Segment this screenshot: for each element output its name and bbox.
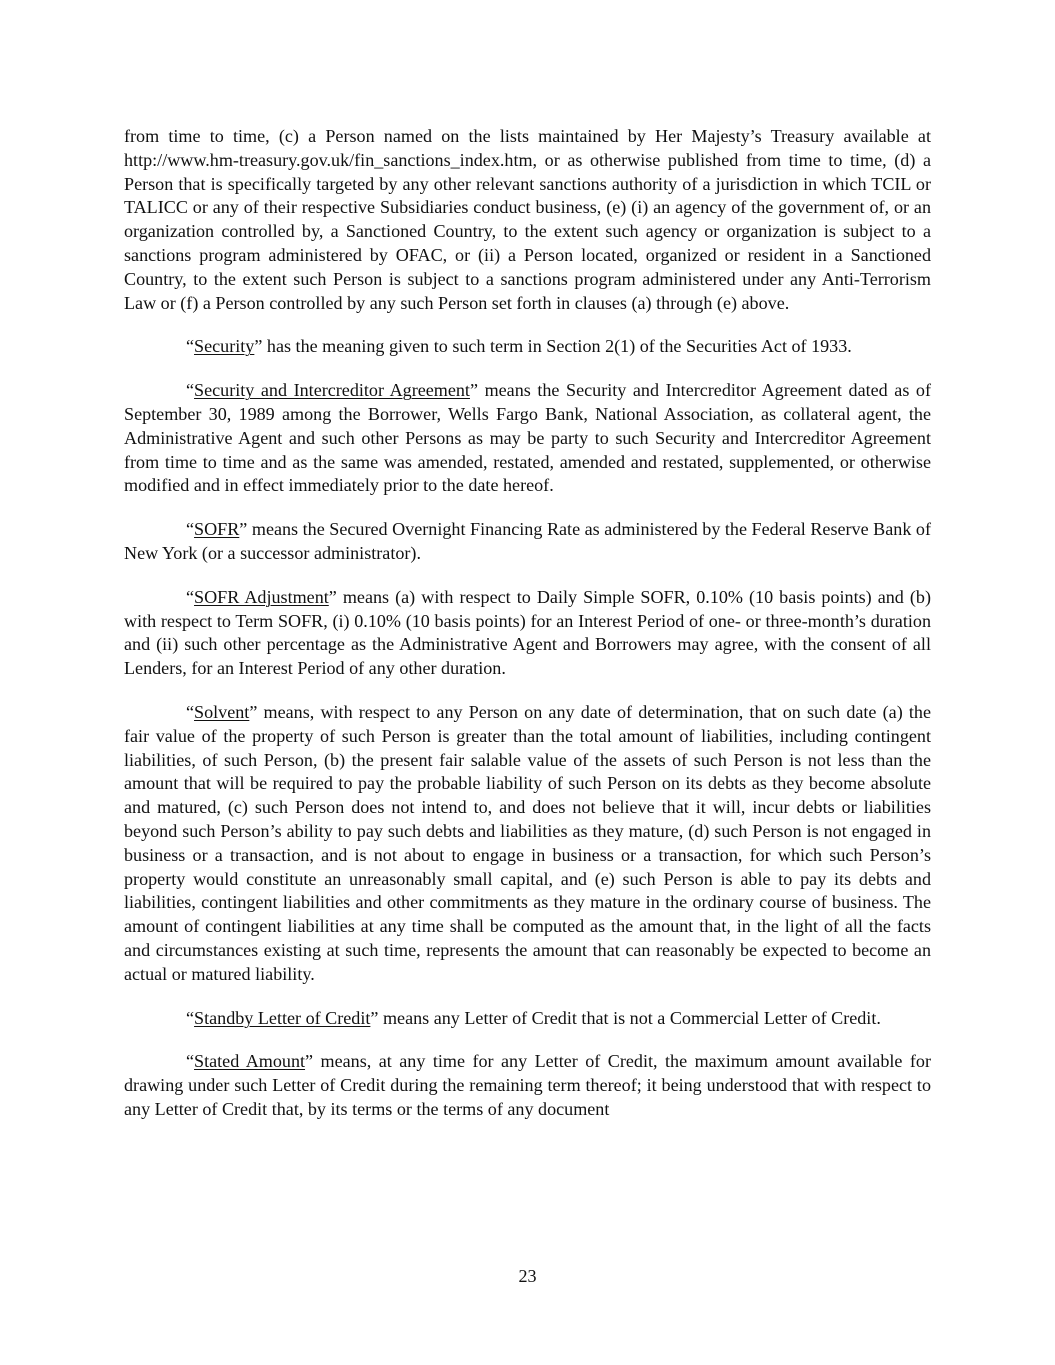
defined-term: Stated Amount bbox=[194, 1051, 306, 1072]
close-quote: ” bbox=[254, 336, 263, 357]
definition-text: has the meaning given to such term in Section 2(1) of the Securities Act of 1933. bbox=[262, 336, 852, 357]
open-quote: “ bbox=[186, 1051, 195, 1072]
open-quote: “ bbox=[186, 380, 195, 401]
defined-term: Security bbox=[194, 336, 255, 357]
definition-solvent bbox=[124, 701, 931, 987]
definition-text: means, at any time for any Letter of Credit, the maximum amount available for drawing under such Letter of Credit during the remaining term thereof; it being understood that with respect to any Letter of Credit that, by its terms or the terms of any document bbox=[124, 1051, 931, 1119]
defined-term: SOFR bbox=[194, 519, 240, 540]
open-quote: “ bbox=[186, 701, 195, 722]
defined-term: SOFR Adjustment bbox=[194, 586, 329, 607]
definition-stated-amount bbox=[124, 1050, 931, 1121]
open-quote: “ bbox=[186, 586, 195, 607]
defined-term: Security and Intercreditor Agreement bbox=[194, 380, 470, 401]
defined-term: Solvent bbox=[194, 701, 250, 722]
open-quote: “ bbox=[186, 1007, 195, 1028]
close-quote: ” bbox=[249, 701, 258, 722]
document-body bbox=[124, 125, 931, 1142]
definition-text: means any Letter of Credit that is not a Commercial Letter of Credit. bbox=[378, 1007, 881, 1028]
definition-security-and-intercreditor-agreement bbox=[124, 379, 931, 498]
definition-text: means, with respect to any Person on any date of determination, that on such date (a) the fair value of the property of such Person is greater than the total amount of liabilities, including contingent liabilities, of such Person, (b) the present fair salable value of the assets of such Person is not less than the amount that will be required to pay the probable liability of such Person on its debts as they become absolute and matured, (c) such Person does not intend to, and does not believe that it will, incur debts or liabilities beyond such Person’s ability to pay such debts and liabilities as they mature, (d) such Person is not engaged in business or a transaction, and is not about to engage in business or a transaction, for which such Person’s property would constitute an unreasonably small capital, and (e) such Person is able to pay its debts and liabilities, contingent liabilities and other commitments as they mature in the ordinary course of business. The amount of contingent liabilities at any time shall be computed as the amount that, in the light of all the facts and circumstances existing at such time, represents the amount that can reasonably be expected to become an actual or matured liability. bbox=[124, 701, 931, 984]
close-quote: ” bbox=[328, 586, 337, 607]
definition-text: means (a) with respect to Daily Simple SOFR, 0.10% (10 basis points) and (b) with respect to Term SOFR, (i) 0.10% (10 basis points) for an Interest Period of one- or three-month’s duration and (ii) such other percentage as the Administrative Agent and Borrowers may agree, with the consent of all Lenders, for an Interest Period of any other duration. bbox=[124, 586, 931, 679]
close-quote: ” bbox=[370, 1007, 379, 1028]
close-quote: ” bbox=[469, 380, 478, 401]
definition-standby-letter-of-credit bbox=[124, 1007, 931, 1031]
open-quote: “ bbox=[186, 519, 195, 540]
definition-sofr-adjustment bbox=[124, 586, 931, 681]
close-quote: ” bbox=[305, 1051, 314, 1072]
definition-security bbox=[124, 335, 931, 359]
defined-term: Standby Letter of Credit bbox=[194, 1007, 371, 1028]
close-quote: ” bbox=[239, 519, 248, 540]
definition-sofr bbox=[124, 518, 931, 566]
continuation-paragraph: from time to time, (c) a Person named on the lists maintained by Her Majesty’s Treasury available at http://www.hm-treasury.gov.uk/fin_sanctions_index.htm, or as otherwise published from time to time, (d) a Person that is specifically targeted by any other relevant sanctions authority of a jurisdiction in which TCIL or TALICC or any of their respective Subsidiaries conduct business, (e) (i) an agency of the government of, or an organization controlled by, a Sanctioned Country, to the extent such agency or organization is subject to a sanctions program administered by OFAC, or (ii) a Person located, organized or resident in a Sanctioned Country, to the extent such Person is subject to a sanctions program administered under any Anti-Terrorism Law or (f) a Person controlled by any such Person set forth in clauses (a) through (e) above. bbox=[124, 126, 931, 313]
definition-text: means the Secured Overnight Financing Rate as administered by the Federal Reserve Bank of New York (or a successor administrator). bbox=[124, 519, 931, 563]
definition-text: means the Security and Intercreditor Agreement dated as of September 30, 1989 among the Borrower, Wells Fargo Bank, National Association, as collateral agent, the Administrative Agent and such other Persons as may be party to such Security and Intercreditor Agreement from time to time and as the same was amended, restated, amended and restated, supplemented, or otherwise modified and in effect immediately prior to the date hereof. bbox=[124, 380, 931, 496]
page-number: 23 bbox=[518, 1266, 537, 1286]
open-quote: “ bbox=[186, 336, 195, 357]
